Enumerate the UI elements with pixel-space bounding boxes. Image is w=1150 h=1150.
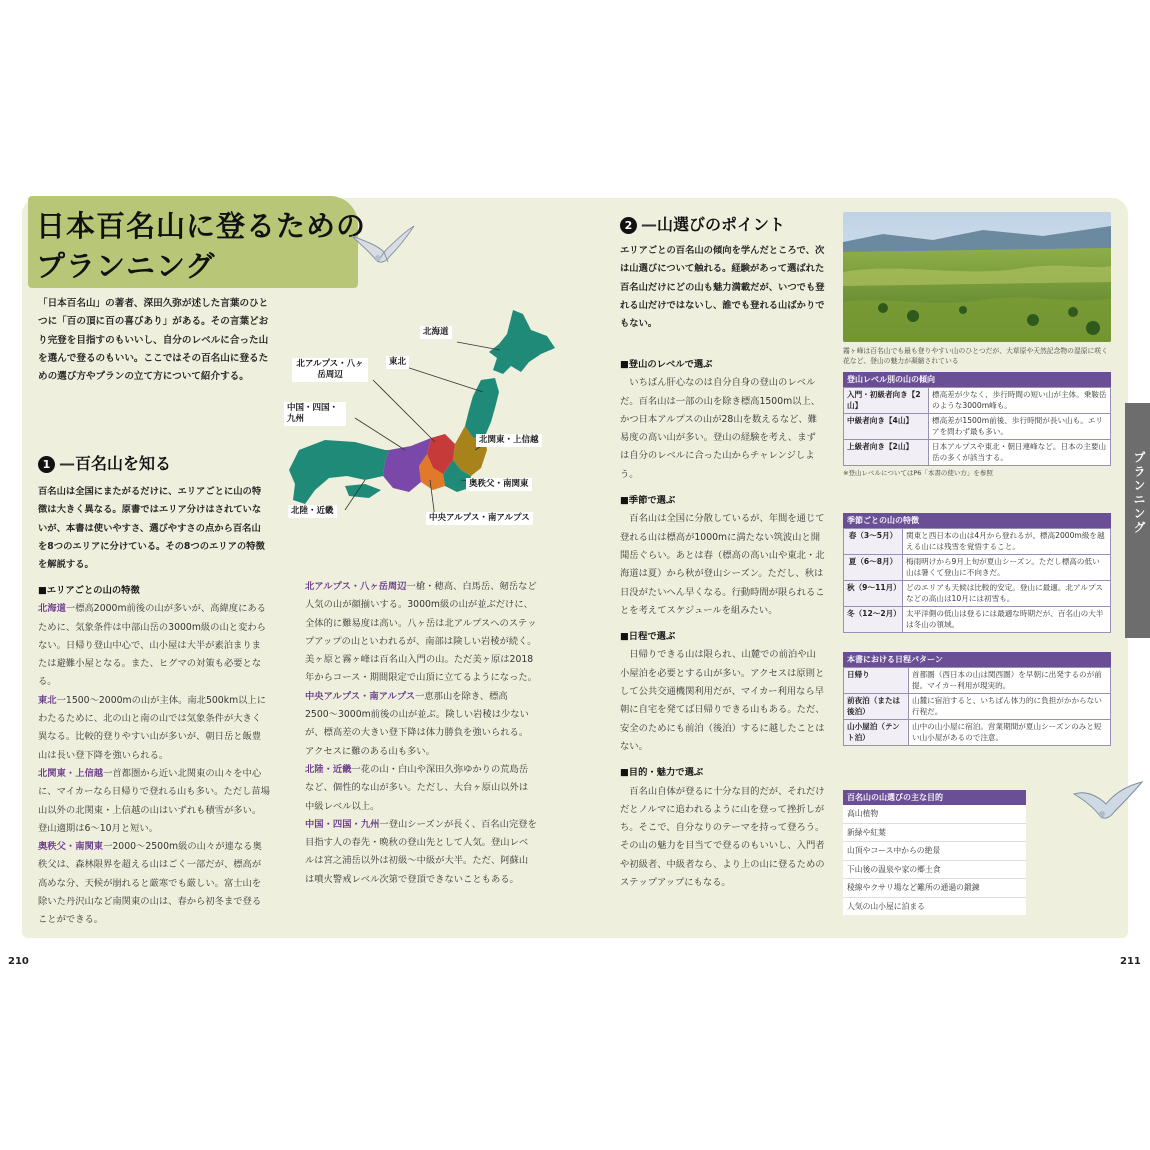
season-table: [843, 513, 1111, 633]
table-value: 梅雨明けから9月上旬が夏山シーズン。ただし標高の低い山は暑くて登山に不向きだ。: [903, 555, 1111, 581]
section2-lead-text: エリアごとの百名山の傾向を学んだところで、次は山選びについて触れる。経験があって選ばれた百名山だけにどの山も魅力満載だが、いつでも登れる山だけではないし、誰でも登れる山ばかりでもない。: [620, 245, 825, 330]
table-key: 入門・初級者向き【2山】: [844, 388, 929, 414]
map-region-shikoku: [345, 484, 381, 498]
table-value: 山中の山小屋に宿泊。営業期間が夏山シーズンのみと短い山小屋があるので注意。: [909, 720, 1111, 746]
block-days-text: 日帰りできる山は限られ、山麓での前泊や山小屋泊を必要とする山が多い。アクセスは原則として公共交通機関利用だが、マイカー利用なら早朝に自宅を発てば日帰りできる山もある。ただ、安全のためにも前泊（後泊）するに越したことはない。: [620, 649, 825, 752]
map-label-chugoku: 中国・四国・九州: [284, 402, 346, 426]
table-value: どのエリアも天候は比較的安定。登山に最適。北アルプスなどの高山は10月には初雪も。: [903, 581, 1111, 607]
page-title-line2: プランニング: [36, 249, 216, 283]
purpose-list: [843, 790, 1026, 915]
table-key: 上級者向き【2山】: [844, 440, 929, 466]
areas-left-column: [38, 578, 270, 930]
bird-illustration-right: [1072, 776, 1144, 822]
table-value: 標高差が1500m前後、歩行時間が長い山も。エリアを問わず最も多い。: [929, 414, 1111, 440]
area-desc: 一花の山・白山や深田久弥ゆかりの荒島岳など、個性的な山が多い。ただし、大台ヶ原山以外は中級レベル以上。: [305, 763, 529, 812]
area-desc: 一槍・穂高、白馬岳、剱岳など人気の山が顔揃いする。3000m級の山が並ぶだけに、全体的に難易度は高い。八ヶ岳は北アルプスへのステップアップの山といわれるが、南部は険しい岩稜が続く。美ヶ原と霧ヶ峰は百名山入門の山。ただ美ヶ原は2018年からコース・期間限定で山頂に立てるようになった。: [305, 581, 537, 684]
table-value: 山麓に宿泊すると、いちばん体力的に負担がかからない行程だ。: [909, 694, 1111, 720]
list-item: 人気の山小屋に泊まる: [847, 901, 925, 911]
table-key: 日帰り: [844, 668, 909, 694]
map-label-chuo-alps: 中央アルプス・南アルプス: [426, 512, 533, 525]
section2-title: 山選びのポイント: [657, 215, 786, 234]
block-level-text: いちばん肝心なのは自分自身の登山のレベルだ。百名山は一部の山を除き標高1500m以上、かつ日本アルプスの山が28山を数えるなど、難易度の高い山が多い。登山の経験を考え、まずは自分のレベルに合った山からチャレンジしよう。: [620, 377, 821, 480]
area-name: 中国・四国・九州: [305, 818, 380, 830]
intro-paragraph: [38, 295, 273, 386]
area-name: 北関東・上信越: [38, 767, 104, 779]
area-tohoku: [38, 692, 270, 765]
level-table-title: 登山レベル別の山の傾向: [843, 372, 1111, 387]
days-table: [843, 652, 1111, 746]
area-kita-alps: [305, 578, 537, 688]
table-row: [844, 440, 1111, 466]
table-key: 春（3〜5月）: [844, 529, 903, 555]
map-label-kita-alps: 北アルプス・八ヶ岳周辺: [292, 358, 368, 382]
map-label-hokuriku: 北陸・近畿: [288, 505, 337, 518]
table-row: [844, 414, 1111, 440]
table-key: 中級者向き【4山】: [844, 414, 929, 440]
area-desc: 一2000〜2500m級の山々が連なる奥秩父は、森林限界を超える山はごく一部だが、標高が高めな分、天候が崩れると厳寒でも厳しい。富士山を除いた丹沢山など南関東の山は、春から初冬まで登ることができる。: [38, 841, 262, 926]
area-name: 奥秩父・南関東: [38, 841, 104, 853]
area-desc: 一恵那山を除き、標高2500〜3000m前後の山が並ぶ。険しい岩稜は少ないが、標高差の大きい登下降は体力勝負を強いられる。アクセスに難のある山も多い。: [305, 690, 529, 757]
table-row: [844, 529, 1111, 555]
table-key: 秋（9〜11月）: [844, 581, 903, 607]
block-days-head: ■日程で選ぶ: [620, 631, 676, 643]
area-okuchichibu: [38, 838, 270, 929]
table-row: [844, 720, 1111, 746]
area-chugoku: [305, 816, 537, 889]
list-item: 山頂やコース中からの絶景: [843, 842, 1026, 861]
map-label-kitakanto: 北関東・上信越: [476, 434, 542, 447]
section2-blocks: [620, 352, 825, 892]
section1-heading: 1 —百名山を知る: [38, 451, 171, 474]
table-row: [844, 668, 1111, 694]
area-hokuriku: [305, 761, 537, 816]
section1-number: 1: [38, 456, 55, 473]
days-table-body: [843, 667, 1111, 746]
block-purpose-text: 百名山自体が登るに十分な目的だが、それだけだとノルマに追われるように山を登って挫折しがち。そこで、自分なりのテーマを持って登ろう。その山の魅力を目当てで登るのもいいし、入門者や初級者、中級者なら、より上の山に登るためのステップアップにもなる。: [620, 785, 825, 889]
days-table-title: 本書における日程パターン: [843, 652, 1111, 667]
block-purpose-head: ■目的・魅力で選ぶ: [620, 767, 704, 779]
list-item: 高山植物: [843, 805, 1026, 824]
area-name: 北アルプス・八ヶ岳周辺: [305, 581, 407, 592]
page-number-right: 211: [1120, 956, 1141, 967]
area-desc: 一首都圏から近い北関東の山々を中心に、マイカーなら日帰りで登れる山も多い。ただし苗場山以外の北関東・上信越の山はいずれも積雪が多い。登山適期は6〜10月と短い。: [38, 767, 270, 834]
page-number-left: 210: [8, 956, 29, 967]
section1-intro: [38, 483, 270, 574]
table-value: 日本アルプスや東北・朝日連峰など。日本の主要山岳の多くが該当する。: [929, 440, 1111, 466]
table-row: [844, 581, 1111, 607]
map-label-okuchichibu: 奥秩父・南関東: [466, 478, 532, 491]
map-region-hokkaido: [489, 310, 555, 374]
section2-heading: 2 —山選びのポイント: [620, 212, 785, 235]
table-row: [844, 694, 1111, 720]
area-desc: 一1500〜2000mの山が主体。南北500km以上にわたるために、北の山と南の山では気象条件が大きく異なる。比較的登りやすい山が多いが、朝日岳と飯豊山は長い登下降を強いられる。: [38, 694, 267, 761]
area-name: 北海道: [38, 603, 66, 615]
block-level-head: ■登山のレベルで選ぶ: [620, 359, 713, 370]
season-table-body: [843, 528, 1111, 633]
areas-right-column: [305, 578, 537, 889]
table-value: 関東と西日本の山は4月から登れるが、標高2000m級を越える山には残雪を覚悟すること。: [903, 529, 1111, 555]
table-value: 太平洋側の低山は登るには最適な時期だが、百名山の大半は冬山の領域。: [903, 607, 1111, 633]
table-key: 冬（12〜2月）: [844, 607, 903, 633]
table-row: [844, 555, 1111, 581]
area-name: 北陸・近畿: [305, 763, 352, 775]
bird-illustration: [348, 222, 418, 267]
map-region-tohoku: [465, 378, 499, 438]
area-kitakanto: [38, 765, 270, 838]
area-name: 東北: [38, 694, 57, 706]
table-value: 首都圏（西日本の山は関西圏）を早朝に出発するのが前提。マイカー利用が現実的。: [909, 668, 1111, 694]
list-item: 新緑や紅葉: [843, 824, 1026, 843]
area-desc: 一登山シーズンが長く、百名山完登を目指す人の春先・晩秋の登山先として人気。登山レベルは宮之浦岳以外は初級〜中級が大半。ただ、阿蘇山は噴火警戒レベル次第で登頂できないこともある。: [305, 818, 537, 885]
table-key: 山小屋泊（テント泊）: [844, 720, 909, 746]
list-item: 下山後の温泉や家の郷土食: [843, 861, 1026, 880]
level-table-body: [843, 387, 1111, 466]
landscape-photo: [843, 212, 1111, 342]
area-desc: 一標高2000m前後の山が多いが、高緯度にあるために、気象条件は中部山岳の3000m級の山と変わらない。日帰り登山中心で、山小屋は大半が素泊まりまたは避難小屋となる。また、ヒグマの対策も必要となる。: [38, 603, 266, 688]
area-chuo-alps: [305, 688, 537, 761]
area-name: 中央アルプス・南アルプス: [305, 690, 416, 702]
block-season-text: 百名山は全国に分散しているが、年間を通じて登れる山は標高が1000mに満たない筑波山と開聞岳ぐらい。あとは春（標高の高い山や東北・北海道は夏）から秋が登山シーズン。ただし、秋は日没がたいへん早くなる。行動時間が限られることを考えてスケジュールを組みたい。: [620, 513, 825, 616]
map-label-hokkaido: 北海道: [420, 326, 452, 339]
block-season-head: ■季節で選ぶ: [620, 495, 676, 507]
section2-number: 2: [620, 217, 637, 234]
page-title-line1: 日本百名山に登るための: [36, 209, 367, 243]
list-item: 稜線やクサリ場など難所の通過の鍛錬: [843, 879, 1026, 898]
table-row: [844, 607, 1111, 633]
table-value: 標高差が少なく、歩行時間の短い山が主体。乗鞍岳のような3000m峰も。: [929, 388, 1111, 414]
side-tab-label: プランニング: [1132, 451, 1146, 535]
area-hokkaido: [38, 600, 270, 691]
section2-lead: [620, 242, 825, 333]
table-row: [844, 388, 1111, 414]
section1-text: 百名山は全国にまたがるだけに、エリアごとに山の特徴は大きく異なる。原書ではエリア分けはされていないが、本書は使いやすさ、選びやすさの点から百名山を8つのエリアに分けている。その8つのエリアの特徴を解説する。: [38, 486, 265, 571]
title-box: [28, 196, 367, 288]
season-table-title: 季節ごとの山の特徴: [843, 513, 1111, 528]
intro-text: 「日本百名山」の著者、深田久弥が述した言葉のひとつに「百の頂に百の喜びあり」がある。その言葉どおり完登を目指すのもいいし、自分のレベルに合った山を選んで登るのもいい。ここではその百名山に登るための選び方やプランの立て方について紹介する。: [38, 298, 269, 383]
photo-caption: 霧ヶ峰は百名山でも最も登りやすい山のひとつだが、大草原や天然記念物の湿原に咲く花など、登山の魅力が凝縮されている: [843, 347, 1108, 365]
map-label-tohoku: 東北: [386, 356, 409, 369]
table-key: 夏（6〜8月）: [844, 555, 903, 581]
table-key: 前夜泊（または後泊）: [844, 694, 909, 720]
areas-subhead: ■エリアごとの山の特徴: [38, 585, 140, 596]
level-table-note: ※登山レベルについてはP6「本書の使い方」を参照: [843, 466, 1111, 478]
purpose-list-title: 百名山の山選びの主な目的: [843, 790, 1026, 805]
section1-title: 百名山を知る: [75, 454, 172, 473]
purpose-items: [843, 805, 1026, 915]
chapter-side-tab: [1125, 403, 1150, 638]
level-table: [843, 372, 1111, 478]
